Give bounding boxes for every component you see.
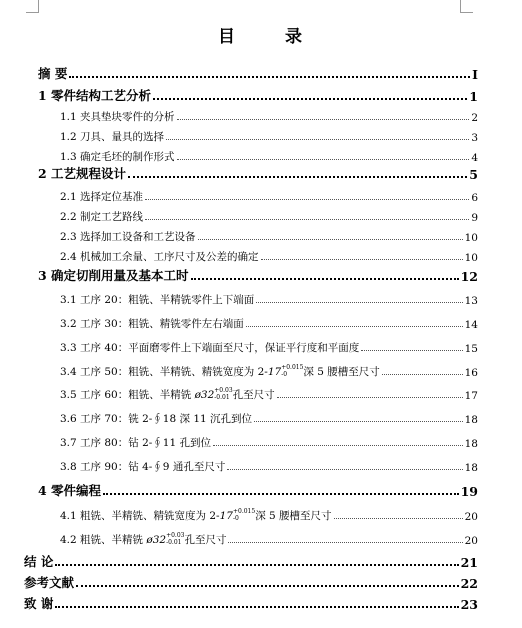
dot-leader (153, 98, 467, 100)
dot-leader (191, 278, 459, 280)
toc-section-entry[interactable] (60, 361, 478, 379)
toc-page-number: 6 (471, 192, 478, 204)
toc-section-entry[interactable] (60, 186, 478, 204)
dot-leader (228, 542, 462, 543)
dot-leader (55, 606, 458, 608)
toc-entry-label: 3.1 工序 20：粗铣、半精铣零件上下端面 (60, 294, 255, 306)
toc-section-entry[interactable] (60, 505, 478, 523)
upper-tolerance: +0.015 (232, 508, 256, 515)
toc-entry-label: 2.4 机械加工余量、工序尺寸及公差的确定 (60, 251, 259, 263)
toc-label-text: 4.2 粗铣、半精铣 (60, 534, 147, 546)
toc-page-number: 3 (471, 132, 478, 144)
toc-entry-label: 3.2 工序 30：粗铣、精铣零件左右端面 (60, 318, 244, 330)
toc-entry-label: 1.1 夹具垫块零件的分析 (60, 111, 175, 123)
toc-section-entry[interactable] (60, 432, 478, 450)
toc-chapter-entry[interactable] (38, 164, 478, 182)
toc-page-number: 5 (469, 167, 478, 182)
toc-page-number: 9 (471, 212, 478, 224)
toc-label-text: 孔至尺寸 (232, 389, 275, 401)
dot-leader (103, 493, 459, 495)
toc-section-entry[interactable] (60, 408, 478, 426)
toc-section-entry[interactable] (60, 246, 478, 264)
toc-page-number: 16 (464, 367, 478, 379)
toc-page-number: 17 (464, 390, 478, 402)
toc-entry-label: 3 确定切削用量及基本工时 (38, 268, 189, 283)
toc-entry-label (60, 364, 380, 379)
page-title: 目 录 (218, 27, 324, 47)
lower-tolerance: -0.01 (166, 539, 182, 546)
toc-section-entry[interactable] (60, 456, 478, 474)
toc-entry-label: 1.2 刀具、量具的选择 (60, 131, 165, 143)
tolerance-stack (281, 364, 303, 378)
toc-label-text: 3.5 工序 60：粗铣、半精铣 (60, 389, 195, 401)
toc-page-number: 2 (471, 112, 478, 124)
margin-mark-top-left (26, 0, 39, 13)
toc-section-entry[interactable] (60, 146, 478, 164)
margin-mark-top-right (460, 0, 473, 13)
toc-page-number: 13 (464, 295, 478, 307)
toc-page-number: 10 (464, 252, 478, 264)
tolerance-stack (166, 532, 184, 546)
dot-leader (145, 199, 469, 200)
toc-section-entry[interactable] (60, 106, 478, 124)
toc-chapter-entry[interactable] (38, 64, 478, 82)
toc-page-number: 10 (464, 232, 478, 244)
toc-entry-label: 2.2 制定工艺路线 (60, 211, 144, 223)
toc-section-entry[interactable] (60, 126, 478, 144)
dot-leader (227, 469, 462, 470)
dot-leader (128, 176, 467, 178)
toc-chapter-entry[interactable] (24, 573, 478, 591)
toc-entry-label (60, 387, 275, 402)
lower-tolerance: -0.01 (214, 394, 230, 401)
toc-entry-label (60, 508, 332, 523)
toc-page-number: 14 (464, 319, 478, 331)
dot-leader (246, 326, 463, 327)
toc-page-number: 21 (460, 555, 478, 570)
toc-page-number: 15 (464, 343, 478, 355)
upper-tolerance: +0.03 (166, 532, 185, 539)
toc-page-number: 4 (471, 152, 478, 164)
toc-page-number: 22 (460, 576, 478, 591)
toc-page-number: 1 (469, 89, 478, 104)
toc-chapter-entry[interactable] (24, 552, 478, 570)
dot-leader (277, 397, 463, 398)
dot-leader (213, 445, 463, 446)
toc-page-number: 12 (460, 269, 478, 284)
dot-leader (382, 374, 463, 375)
toc-entry-label: 3.6 工序 70：铣 2-∮18 深 11 沉孔到位 (60, 413, 253, 425)
dot-leader (254, 421, 463, 422)
toc-page-number: I (472, 67, 478, 82)
toc-entry-label: 2.1 选择定位基准 (60, 191, 144, 203)
toc-page-number: 20 (464, 535, 478, 547)
dot-leader (334, 518, 463, 519)
dot-leader (177, 119, 470, 120)
dimension-value: 17 (267, 366, 282, 378)
toc-section-entry[interactable] (60, 289, 478, 307)
toc-entry-label: 3.7 工序 80：钻 2-∮11 孔到位 (60, 437, 211, 449)
toc-entry-label: 摘 要 (38, 66, 68, 81)
toc-entry-label: 4 零件编程 (38, 483, 102, 498)
toc-section-entry[interactable] (60, 226, 478, 244)
dot-leader (256, 302, 462, 303)
toc-section-entry[interactable] (60, 529, 478, 547)
dot-leader (76, 585, 459, 587)
toc-entry-label: 3.8 工序 90：钻 4-∮9 通孔至尺寸 (60, 461, 226, 473)
dimension-value: 17 (219, 510, 233, 522)
toc-label-text: 4.1 粗铣、半精铣、精铣宽度为 2- (60, 510, 220, 522)
dot-leader (198, 239, 463, 240)
toc-section-entry[interactable] (60, 384, 478, 402)
lower-tolerance: -0 (281, 371, 288, 378)
toc-entry-label: 2 工艺规程设计 (38, 166, 127, 181)
dot-leader (261, 259, 463, 260)
dot-leader (166, 139, 469, 140)
toc-entry-label: 2.3 选择加工设备和工艺设备 (60, 231, 196, 243)
toc-entry-label: 1.3 确定毛坯的制作形式 (60, 151, 175, 163)
toc-section-entry[interactable] (60, 313, 478, 331)
dot-leader (55, 564, 458, 566)
toc-section-entry[interactable] (60, 337, 478, 355)
tolerance-stack (233, 508, 255, 522)
dot-leader (145, 219, 469, 220)
toc-entry-label (60, 532, 226, 547)
upper-tolerance: +0.015 (281, 364, 304, 371)
dot-leader (69, 76, 470, 78)
toc-entry-label: 结 论 (24, 554, 54, 569)
toc-chapter-entry[interactable] (38, 86, 478, 104)
dot-leader (361, 350, 462, 351)
toc-entry-label: 致 谢 (24, 596, 54, 611)
dimension-value: ø32 (146, 534, 167, 546)
upper-tolerance: +0.03 (214, 387, 233, 394)
toc-page-number: 19 (460, 484, 478, 499)
toc-page-number: 18 (464, 462, 478, 474)
toc-entry-label: 参考文献 (24, 575, 75, 590)
toc-label-text: 深 5 腰槽至尺寸 (255, 510, 332, 522)
toc-chapter-entry[interactable] (38, 266, 478, 284)
dimension-value: ø32 (194, 389, 215, 401)
toc-entry-label: 1 零件结构工艺分析 (38, 88, 152, 103)
toc-chapter-entry[interactable] (38, 481, 478, 499)
toc-label-text: 深 5 腰槽至尺寸 (303, 366, 380, 378)
toc-page-number: 18 (464, 414, 478, 426)
toc-chapter-entry[interactable] (24, 594, 478, 612)
lower-tolerance: -0 (232, 515, 239, 522)
toc-page-number: 23 (460, 597, 478, 612)
toc-page-number: 20 (464, 511, 478, 523)
toc-page-number: 18 (464, 438, 478, 450)
toc-entry-label: 3.3 工序 40：平面磨零件上下端面至尺寸，保证平行度和平面度 (60, 342, 360, 354)
dot-leader (177, 159, 470, 160)
toc-label-text: 孔至尺寸 (184, 534, 227, 546)
toc-section-entry[interactable] (60, 206, 478, 224)
toc-label-text: 3.4 工序 50：粗铣、半精铣、精铣宽度为 2- (60, 366, 268, 378)
tolerance-stack (214, 387, 232, 401)
